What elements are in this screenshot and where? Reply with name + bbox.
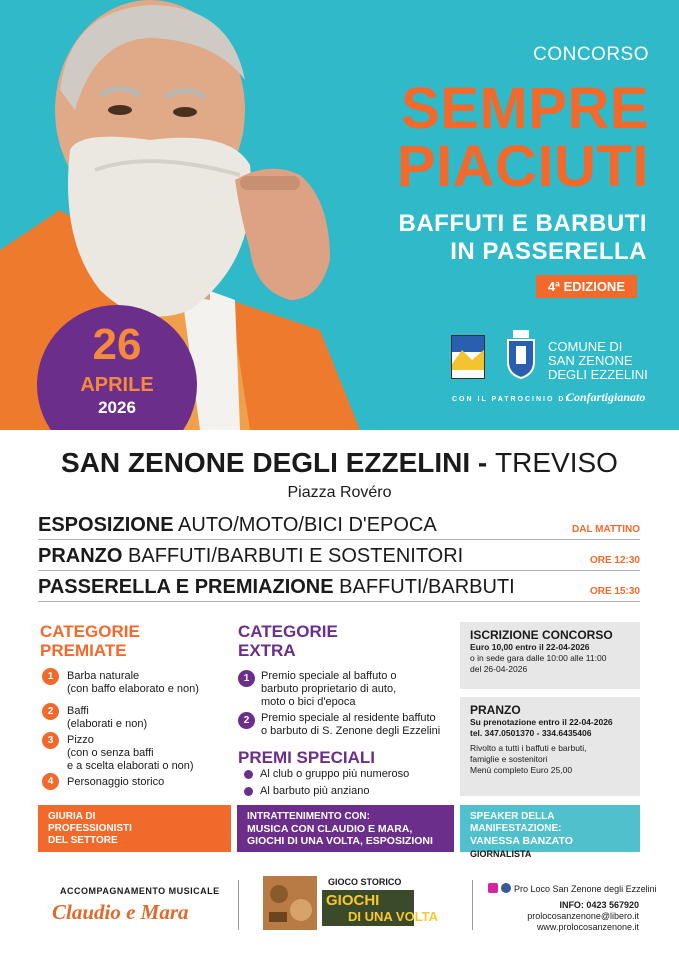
- subtitle-line1: BAFFUTI E BARBUTI: [398, 210, 647, 237]
- intrattenimento-bar: INTRATTENIMENTO CON: MUSICA CON CLAUDIO E MARA, GIOCHI DI UNA VOLTA, ESPOSIZIONI: [237, 805, 454, 852]
- date-month: APRILE: [80, 374, 154, 396]
- extra-number: 2: [238, 712, 255, 729]
- iscrizione-box: ISCRIZIONE CONCORSO Euro 10,00 entro il 22-04-2026 o in sede gara dalle 10:00 alle 11:00 del 26-04-2026: [460, 622, 640, 689]
- games-photo: [263, 876, 317, 930]
- premiata-item: Baffi (elaborati e non): [67, 705, 148, 730]
- pro-loco-logo: [451, 335, 485, 379]
- footer-divider: [472, 880, 473, 930]
- pranzo-box: PRANZO Su prenotazione entro il 22-04-2026 tel. 347.0501370 - 334.6435406 Rivolto a tutti i baffuti e barbuti, famiglie e sostenitori Menù completo Euro 25,00: [460, 697, 640, 796]
- hero-banner: [0, 0, 679, 430]
- speaker-bar: SPEAKER DELLA MANIFESTAZIONE: VANESSA BANZATO GIORNALISTA: [460, 805, 640, 852]
- premiata-number: 2: [42, 703, 59, 720]
- sponsor-logo: Confartigianato: [566, 390, 646, 404]
- categorie-extra-heading: CATEGORIE EXTRA: [238, 622, 338, 660]
- info-email[interactable]: prolocosanzenone@libero.it: [527, 911, 639, 921]
- premiata-number: 1: [42, 668, 59, 685]
- edition-badge: 4ª EDIZIONE: [536, 275, 637, 298]
- premiata-number: 3: [42, 732, 59, 749]
- musicians-name: Claudio e Mara: [52, 900, 189, 924]
- location-title: SAN ZENONE DEGLI EZZELINI - TREVISO: [61, 447, 618, 478]
- instagram-icon[interactable]: [488, 883, 498, 893]
- gioco-storico-label: GIOCO STORICO: [328, 877, 402, 887]
- footer-divider: [238, 880, 239, 930]
- location-square: Piazza Rovéro: [287, 484, 392, 501]
- date-day: 26: [92, 320, 142, 369]
- premio-speciale-item: Al club o gruppo più numeroso: [260, 768, 410, 780]
- giuria-bar: GIURIA DI PROFESSIONISTI DEL SETTORE: [38, 805, 231, 852]
- bullet-dot: [244, 770, 253, 779]
- gioco-logo-text1: GIOCHI: [326, 892, 380, 909]
- categorie-premiate-heading: CATEGORIE PREMIATE: [40, 622, 140, 660]
- premi-speciali-heading: PREMI SPECIALI: [238, 748, 375, 767]
- facebook-icon[interactable]: [501, 883, 511, 893]
- premiata-item: Pizzo (con o senza baffi e a scelta elaborati o non): [67, 734, 194, 772]
- premiata-item: Barba naturale (con baffo elaborato e non): [67, 670, 199, 695]
- comune-name: COMUNE DI SAN ZENONE DEGLI EZZELINI: [548, 339, 648, 382]
- social-links[interactable]: Pro Loco San Zenone degli Ezzelini: [488, 883, 657, 894]
- premiata-number: 4: [42, 773, 59, 790]
- program-row-esposizione: ESPOSIZIONE AUTO/MOTO/BICI D'EPOCA DAL MATTINO: [38, 514, 640, 540]
- comune-crest-icon: [504, 330, 538, 380]
- extra-number: 1: [238, 670, 255, 687]
- contact-info: [527, 900, 639, 933]
- date-year: 2026: [98, 398, 136, 417]
- premiata-item: Personaggio storico: [67, 776, 165, 788]
- subtitle-line2: IN PASSERELLA: [450, 238, 647, 265]
- patrocinio-label: CON IL PATROCINIO DI: [452, 396, 570, 403]
- title-line1: SEMPRE: [401, 76, 649, 141]
- info-website[interactable]: www.prolocosanzenone.it: [536, 922, 639, 932]
- gioco-logo-text2: DI UNA VOLTA: [348, 909, 439, 924]
- bullet-dot: [244, 787, 253, 796]
- program-row-pranzo: PRANZO BAFFUTI/BARBUTI E SOSTENITORI ORE 12:30: [38, 545, 640, 571]
- extra-item: Premio speciale al residente baffuto o barbuto di S. Zenone degli Ezzelini: [261, 712, 441, 737]
- accompagnamento-label: ACCOMPAGNAMENTO MUSICALE: [60, 886, 220, 896]
- extra-item: Premio speciale al baffuto o barbuto proprietario di auto, moto o bici d'epoca: [261, 670, 397, 708]
- premio-speciale-item: Al barbuto più anziano: [260, 785, 370, 797]
- concorso-label: CONCORSO: [533, 44, 649, 65]
- info-phone: INFO: 0423 567920: [559, 900, 639, 910]
- title-line2: PIACIUTI: [396, 134, 649, 199]
- program-row-passerella: PASSERELLA E PREMIAZIONE BAFFUTI/BARBUTI ORE 15:30: [38, 576, 640, 602]
